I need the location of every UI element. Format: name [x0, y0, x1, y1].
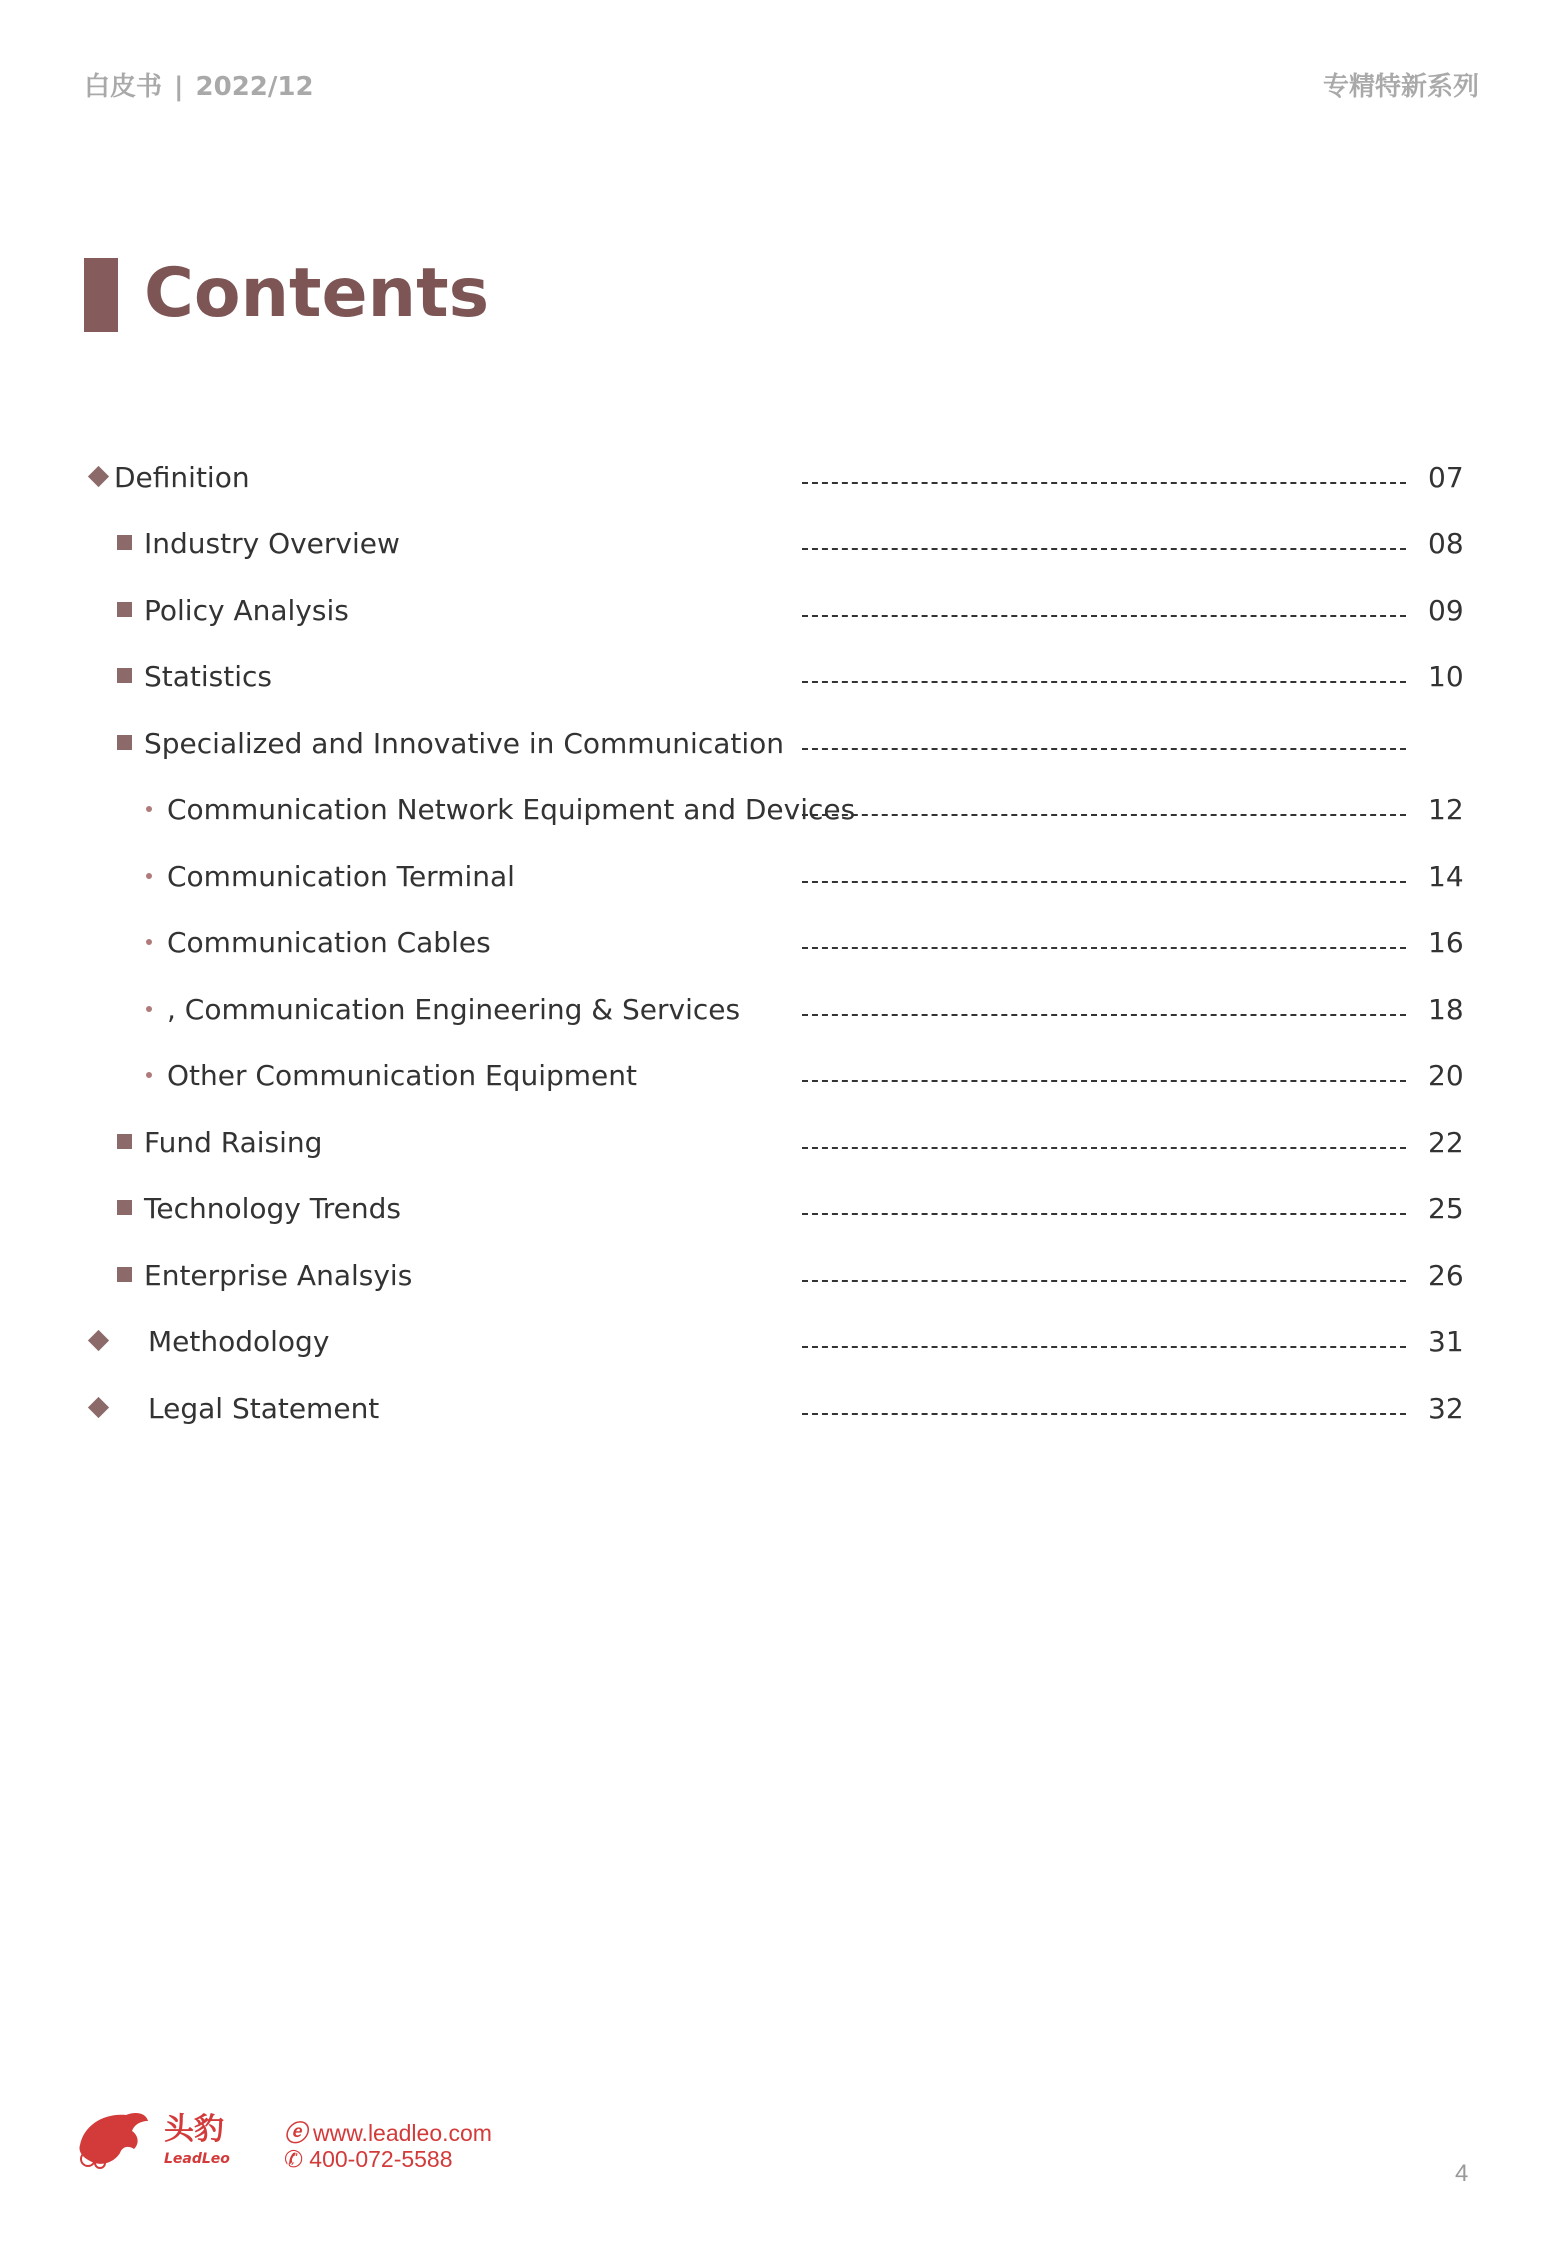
leadleo-logo — [74, 2105, 254, 2175]
toc-page-number: 32 — [1428, 1392, 1464, 1425]
toc-entry-engineering-services[interactable] — [0, 990, 1553, 1030]
toc-page-number: 26 — [1428, 1259, 1464, 1292]
dot-leader — [802, 881, 1406, 883]
square-bullet-icon — [117, 1134, 132, 1149]
toc-page-number: 16 — [1428, 926, 1464, 959]
toc-entry-communication-cables[interactable] — [0, 923, 1553, 963]
toc-label: Methodology — [148, 1325, 330, 1358]
logo-brand-en: LeadLeo — [164, 2151, 230, 2167]
dot-leader — [802, 748, 1406, 750]
toc-page-number: 08 — [1428, 527, 1464, 560]
header-separator: | — [174, 72, 184, 102]
toc-label: Fund Raising — [144, 1126, 323, 1159]
toc-label: Communication Cables — [167, 926, 491, 959]
dot-leader — [802, 1346, 1406, 1348]
toc-entry-definition[interactable] — [0, 458, 1553, 498]
toc-entry-communication-terminal[interactable] — [0, 857, 1553, 897]
diamond-bullet-icon — [88, 466, 109, 487]
dot-leader — [802, 814, 1406, 816]
toc-label: Legal Statement — [148, 1392, 380, 1425]
dot-leader — [802, 1280, 1406, 1282]
toc-entry-other-equipment[interactable] — [0, 1056, 1553, 1096]
dot-leader — [802, 1213, 1406, 1215]
title-accent-bar — [84, 258, 118, 332]
toc-label: Other Communication Equipment — [167, 1059, 637, 1092]
page-title: Contents — [144, 254, 490, 333]
toc-label: Definition — [114, 461, 250, 494]
dot-leader — [802, 548, 1406, 550]
dot-leader — [802, 1014, 1406, 1016]
dot-leader — [802, 947, 1406, 949]
toc-label: Technology Trends — [144, 1192, 401, 1225]
toc-page-number: 22 — [1428, 1126, 1464, 1159]
toc-page-number: 10 — [1428, 660, 1464, 693]
toc-page-number: 07 — [1428, 461, 1464, 494]
toc-entry-enterprise-analysis[interactable] — [0, 1256, 1553, 1296]
toc-label: , Communication Engineering & Services — [167, 993, 741, 1026]
dot-bullet-icon — [146, 873, 152, 879]
toc-entry-policy-analysis[interactable] — [0, 591, 1553, 631]
toc-entry-legal-statement[interactable] — [0, 1389, 1553, 1429]
toc-page-number: 18 — [1428, 993, 1464, 1026]
toc-label: Communication Terminal — [167, 860, 515, 893]
toc-page-number: 20 — [1428, 1059, 1464, 1092]
toc-label: Industry Overview — [144, 527, 400, 560]
footer-website-text: www.leadleo.com — [313, 2120, 492, 2146]
dot-leader — [802, 681, 1406, 683]
toc-label: Specialized and Innovative in Communication — [144, 727, 785, 760]
square-bullet-icon — [117, 602, 132, 617]
square-bullet-icon — [117, 735, 132, 750]
toc-entry-network-equipment[interactable] — [0, 790, 1553, 830]
dot-leader — [802, 615, 1406, 617]
square-bullet-icon — [117, 1267, 132, 1282]
dot-leader — [802, 1147, 1406, 1149]
header-left — [84, 66, 314, 103]
toc-page-number: 14 — [1428, 860, 1464, 893]
dot-bullet-icon — [146, 1006, 152, 1012]
dot-leader — [802, 482, 1406, 484]
toc-entry-methodology[interactable] — [0, 1322, 1553, 1362]
web-e-icon: ⓔ — [284, 2120, 307, 2146]
toc-entry-industry-overview[interactable] — [0, 524, 1553, 564]
toc-page-number: 12 — [1428, 793, 1464, 826]
square-bullet-icon — [117, 668, 132, 683]
footer-phone[interactable] — [284, 2146, 453, 2173]
square-bullet-icon — [117, 1200, 132, 1215]
toc-page-number: 25 — [1428, 1192, 1464, 1225]
toc-page-number: 09 — [1428, 594, 1464, 627]
logo-brand-cn: 头豹 — [164, 2112, 224, 2147]
leopard-mark-icon — [79, 2113, 148, 2164]
toc-entry-technology-trends[interactable] — [0, 1189, 1553, 1229]
phone-icon: ✆ — [284, 2146, 304, 2172]
header-date: 2022/12 — [195, 72, 314, 102]
diamond-bullet-icon — [88, 1330, 109, 1351]
toc-entry-specialized-innovative[interactable] — [0, 724, 1553, 764]
page-number: 4 — [1455, 2160, 1469, 2187]
footer-website[interactable] — [284, 2115, 492, 2148]
toc-entry-fund-raising[interactable] — [0, 1123, 1553, 1163]
dot-bullet-icon — [146, 1072, 152, 1078]
dot-leader — [802, 1413, 1406, 1415]
toc-label: Enterprise Analsyis — [144, 1259, 413, 1292]
header-doc-type: 白皮书 — [84, 72, 163, 102]
toc-page-number: 31 — [1428, 1325, 1464, 1358]
dot-leader — [802, 1080, 1406, 1082]
toc-entry-statistics[interactable] — [0, 657, 1553, 697]
dot-bullet-icon — [146, 939, 152, 945]
dot-bullet-icon — [146, 806, 152, 812]
toc-label: Communication Network Equipment and Devices — [167, 793, 856, 826]
toc-label: Statistics — [144, 660, 272, 693]
toc-label: Policy Analysis — [144, 594, 349, 627]
header-series: 专精特新系列 — [1322, 72, 1479, 102]
diamond-bullet-icon — [88, 1397, 109, 1418]
footer-phone-text: 400-072-5588 — [309, 2146, 453, 2172]
square-bullet-icon — [117, 535, 132, 550]
